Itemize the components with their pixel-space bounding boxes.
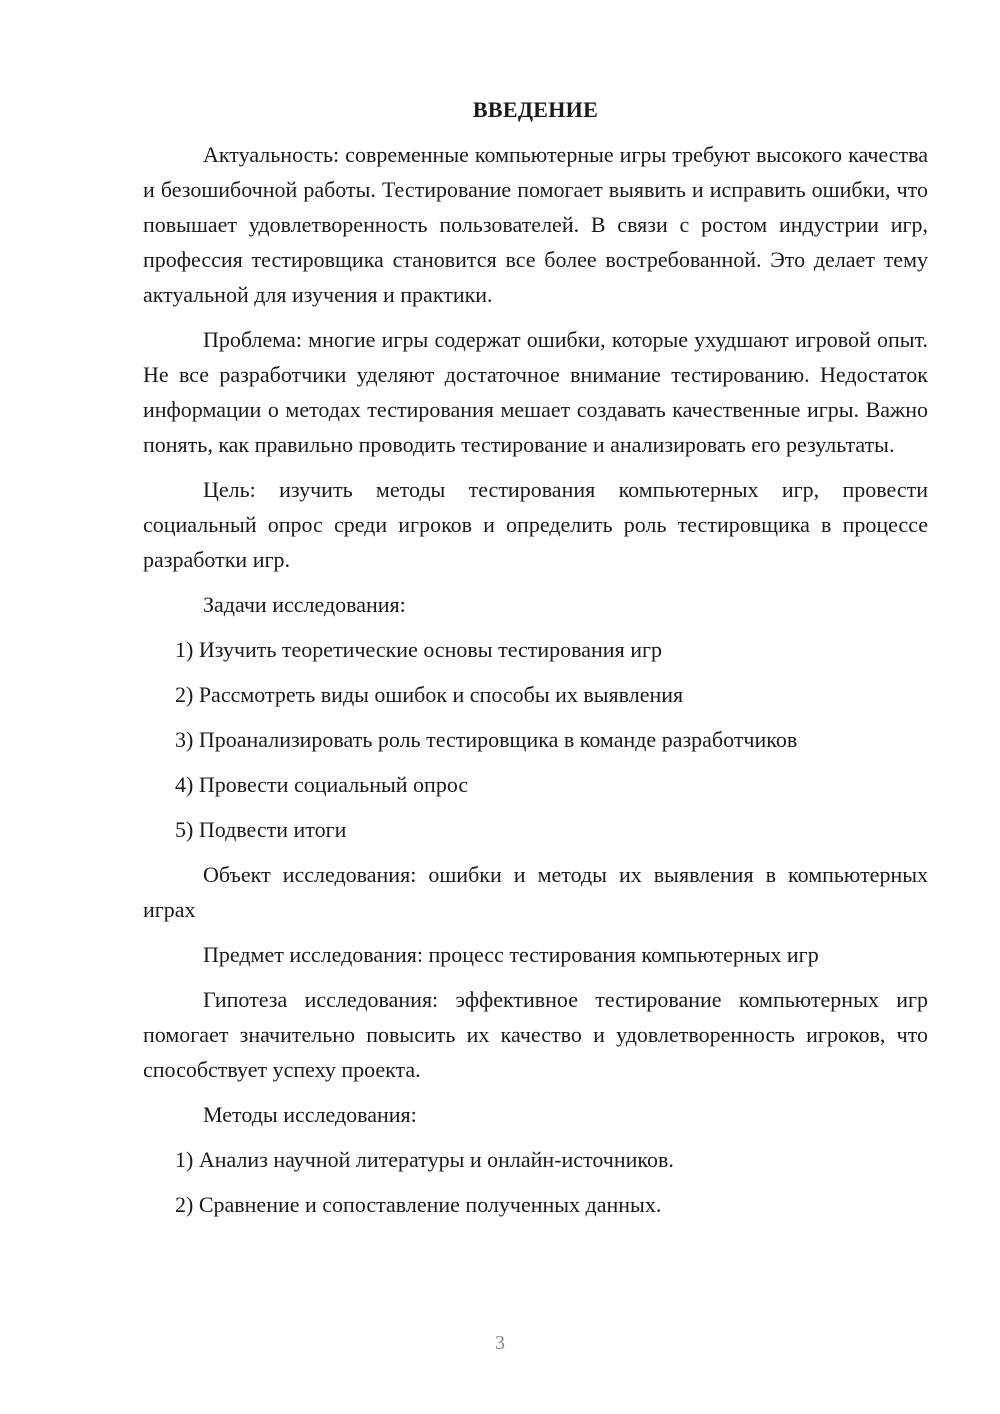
tasks-heading: Задачи исследования: (203, 592, 406, 617)
hypothesis-paragraph: Гипотеза исследования: эффективное тестирование компьютерных игр помогает значительно повысить их качество и удовлетворенность игроков, что способствует успеху проекта. (143, 987, 928, 1082)
tasks-list (143, 632, 928, 847)
methods-list (143, 1142, 928, 1222)
subject-paragraph: Предмет исследования: процесс тестирования компьютерных игр (203, 942, 819, 967)
list-item: 2) Рассмотреть виды ошибок и способы их выявления (175, 682, 684, 707)
relevance-paragraph: Актуальность: современные компьютерные игры требуют высокого качества и безошибочной работы. Тестирование помогает выявить и исправить ошибки, что повышает удовлетворенность пользователей. В связи с ростом индустрии игр, профессия тестировщика становится все более востребованной. Это делает тему актуальной для изучения и практики. (143, 142, 928, 307)
object-paragraph: Объект исследования: ошибки и методы их выявления в компьютерных играх (143, 862, 928, 922)
list-item: 4) Провести социальный опрос (175, 772, 469, 797)
list-item: 5) Подвести итоги (175, 817, 347, 842)
list-item: 1) Изучить теоретические основы тестирования игр (175, 637, 662, 662)
document-page (143, 92, 928, 1232)
list-item: 2) Сравнение и сопоставление полученных данных. (175, 1192, 662, 1217)
methods-heading: Методы исследования: (203, 1102, 417, 1127)
problem-paragraph: Проблема: многие игры содержат ошибки, которые ухудшают игровой опыт. Не все разработчики уделяют достаточное внимание тестированию. Недостаток информации о методах тестирования мешает создавать качественные игры. Важно понять, как правильно проводить тестирование и анализировать его результаты. (143, 327, 928, 457)
list-item: 3) Проанализировать роль тестировщика в команде разработчиков (175, 727, 798, 752)
section-title: ВВЕДЕНИЕ (472, 97, 599, 122)
page-number: 3 (495, 1332, 505, 1354)
list-item: 1) Анализ научной литературы и онлайн-источников. (175, 1147, 674, 1172)
goal-paragraph: Цель: изучить методы тестирования компьютерных игр, провести социальный опрос среди игроков и определить роль тестировщика в процессе разработки игр. (143, 477, 928, 572)
